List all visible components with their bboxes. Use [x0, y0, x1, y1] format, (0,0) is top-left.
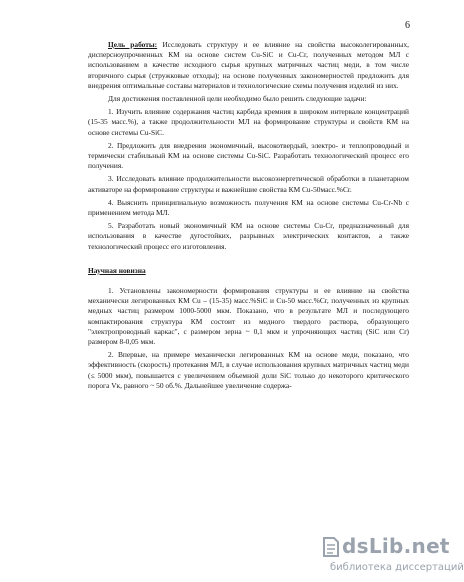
book-icon — [322, 536, 340, 558]
watermark-sub: библиотека диссертаций — [330, 562, 464, 573]
page-number: 6 — [405, 20, 410, 31]
goal-heading: Цель работы: — [108, 40, 158, 49]
watermark-main: dsLib.net — [342, 534, 450, 558]
goal-text: Исследовать структуру и ее влияние на свойства высоколегированных, дисперсноупрочненных КМ на основе систем Cu-SiC и Cu-Cr, полученных методом МЛ с использованием в качестве исходного сырья крупных матричных частиц меди, в том числе вторичного сырья (стружковые отходы); на основе полученных закономерностей предложить для внедрения оптимальные составы материалов и технологические схемы получения изделий из них. — [88, 40, 410, 90]
watermark-logo — [322, 532, 464, 580]
task-item: 5. Разработать новый экономичный КМ на основе системы Cu-Cr, предназначенный для использования в качестве дугостойких, разрывных электрических контактов, а также технологический процесс его изготовления. — [88, 221, 409, 251]
novelty-heading: Научная новизна — [88, 265, 146, 275]
novelty-item: 1. Установлены закономерности формирования структуры и ее влияние на свойства механически легированных КМ Cu – (15-35) масс.%SiC и Cu-50 масс.%Cr, полученных из крупных медных частиц размером 1000-5000 мкм. Показано, что в результате МЛ и последующего компактирования структура КМ состоит из медного твердого раствора, образующего "электропроводный каркас", с размером зерна ~ 0,1 мкм и упрочняющих частиц (SiC или Cr) размером 8-0,05 мкм. — [88, 286, 409, 347]
task-item: 3. Исследовать влияние продолжительности высокоэнергетической обработки в планетарном активаторе на формирование структуры и важнейшие свойства КМ Cu-50масс.%Cr. — [88, 174, 409, 194]
task-item: 1. Изучить влияние содержания частиц карбида кремния в широком интервале концентраций (15-35 масс.%), а также продолжительности МЛ на формирование структуры и свойств КМ на основе системы Cu-SiC. — [88, 107, 409, 137]
task-item: 4. Выяснить принципиальную возможность получения КМ на основе системы Cu-Cr-Nb с применением метода МЛ. — [88, 197, 409, 218]
body-text — [88, 40, 409, 394]
novelty-item: 2. Впервые, на примере механически легированных КМ на основе меди, показано, что эффективность (скорость) протекания МЛ, в случае использования крупных матричных частиц меди (≤ 5000 мкм), повышается с увеличением объемной доли SiC только до некоторого критического порога Vк, равного ~ 50 об.%. Дальнейшее увеличение содержа- — [88, 350, 409, 390]
goal-paragraph — [88, 40, 409, 91]
task-item: 2. Предложить для внедрения экономичный, высокотвердый, электро- и теплопроводный и термически стабильный КМ на основе системы Cu-SiC. Разработать технологический процесс его получения. — [88, 140, 409, 171]
tasks-intro: Для достижения поставленной цели необходимо было решить следующие задачи: — [108, 94, 367, 104]
